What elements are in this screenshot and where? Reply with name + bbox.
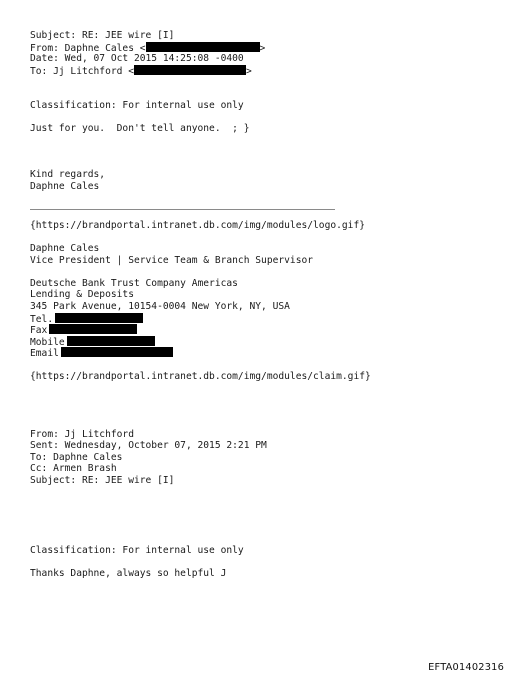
quoted-subject: Subject: RE: JEE wire [I] — [30, 475, 175, 486]
redacted-email-block — [134, 65, 246, 75]
email-document — [30, 30, 500, 579]
redacted-mobile-block — [67, 336, 155, 346]
quoted-sent: Sent: Wednesday, October 07, 2015 2:21 PM — [30, 440, 267, 452]
claim-link: {https://brandportal.intranet.db.com/img/modules/claim.gif} — [30, 370, 371, 382]
mobile-label: Mobile — [30, 336, 65, 348]
signature-company: Deutsche Bank Trust Company Americas — [30, 277, 238, 289]
message-text: Just for you. Don't tell anyone. ; } — [30, 122, 250, 134]
signature-name: Daphne Cales — [30, 243, 100, 255]
classification-line: Classification: For internal use only — [30, 99, 244, 111]
redacted-email-block — [61, 347, 173, 357]
redacted-fax-block — [49, 324, 137, 334]
from-label: From: Daphne Cales < — [30, 42, 146, 54]
email-label: Email — [30, 348, 59, 360]
signature-mobile — [30, 336, 500, 348]
subject-line: Subject: RE: JEE wire [I] — [30, 30, 175, 41]
date-line: Date: Wed, 07 Oct 2015 14:25:08 -0400 — [30, 53, 244, 65]
quoted-from: From: Jj Litchford — [30, 428, 134, 440]
redacted-email-block — [146, 42, 260, 52]
redacted-phone-block — [55, 313, 143, 323]
to-label: To: Jj Litchford < — [30, 65, 134, 77]
tel-label: Tel. — [30, 313, 54, 325]
signature-divider — [30, 209, 335, 216]
quoted-cc: Cc: Armen Brash — [30, 463, 117, 475]
signature-dept: Lending & Deposits — [30, 289, 134, 301]
to-line — [30, 65, 500, 77]
closing-regards: Kind regards, — [30, 169, 106, 181]
fax-label: Fax — [30, 325, 48, 337]
from-close: > — [259, 42, 266, 54]
logo-link: {https://brandportal.intranet.db.com/img/modules/logo.gif} — [30, 219, 366, 231]
to-close: > — [245, 65, 252, 77]
document-id: EFTA01402316 — [428, 662, 504, 673]
quoted-classification: Classification: For internal use only — [30, 544, 244, 556]
quoted-message: Thanks Daphne, always so helpful J — [30, 567, 227, 579]
quoted-to: To: Daphne Cales — [30, 451, 123, 463]
signature-fax — [30, 324, 500, 336]
signature-email — [30, 347, 500, 359]
from-line — [30, 42, 500, 54]
signature-title: Vice President | Service Team & Branch Supervisor — [30, 254, 314, 266]
signature-tel — [30, 313, 500, 325]
sender-name: Daphne Cales — [30, 180, 100, 192]
signature-address: 345 Park Avenue, 10154-0004 New York, NY, USA — [30, 301, 290, 313]
